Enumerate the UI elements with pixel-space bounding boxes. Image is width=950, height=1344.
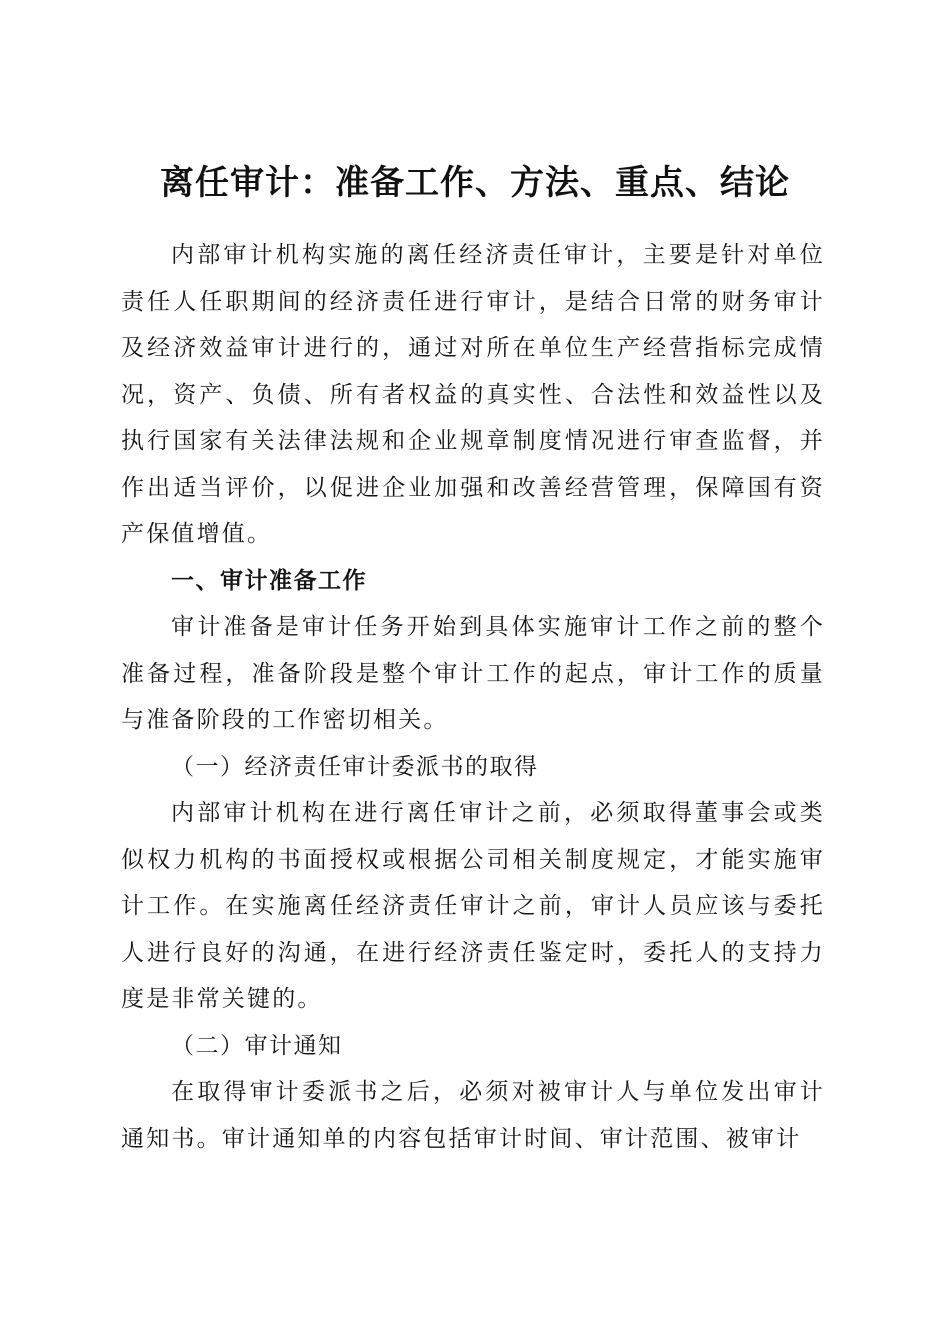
subsection-2-paragraph: 在取得审计委派书之后，必须对被审计人与单位发出审计通知书。审计通知单的内容包括审计时间、审计范围、被审计 xyxy=(121,1079,825,1152)
subsection-1-heading: （一）经济责任审计委派书的取得 xyxy=(171,753,539,780)
document-title: 离任审计：准备工作、方法、重点、结论 xyxy=(160,162,790,203)
subsection-2-heading: （二）审计通知 xyxy=(171,1032,343,1059)
section-1-heading: 一、审计准备工作 xyxy=(171,567,367,594)
section-1-paragraph: 审计准备是审计任务开始到具体实施审计工作之前的整个准备过程，准备阶段是整个审计工作的起点，审计工作的质量与准备阶段的工作密切相关。 xyxy=(121,614,825,733)
subsection-1-paragraph: 内部审计机构在进行离任审计之前，必须取得董事会或类似权力机构的书面授权或根据公司相关制度规定，才能实施审计工作。在实施离任经济责任审计之前，审计人员应该与委托人进行良好的沟通，在进行经济责任鉴定时，委托人的支持力度是非常关键的。 xyxy=(121,800,825,1012)
document-body xyxy=(121,232,825,1162)
intro-paragraph: 内部审计机构实施的离任经济责任审计，主要是针对单位责任人任职期间的经济责任进行审计，是结合日常的财务审计及经济效益审计进行的，通过对所在单位生产经营指标完成情况，资产、负债、所有者权益的真实性、合法性和效益性以及执行国家有关法律法规和企业规章制度情况进行审查监督，并作出适当评价，以促进企业加强和改善经营管理，保障国有资产保值增值。 xyxy=(121,242,825,547)
